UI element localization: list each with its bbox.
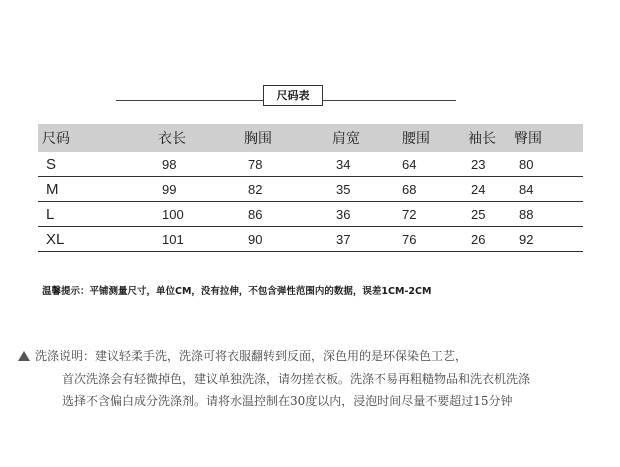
cell-size: S xyxy=(38,152,116,177)
table-row xyxy=(38,227,583,252)
header-chest: 胸围 xyxy=(202,124,296,152)
header-shoulder: 肩宽 xyxy=(296,124,380,152)
cell-sleeve: 24 xyxy=(468,177,514,202)
cell-waist: 72 xyxy=(380,202,468,227)
cell-waist: 76 xyxy=(380,227,468,252)
measurement-note: 温馨提示：平铺测量尺寸，单位CM，没有拉伸，不包含弹性范围内的数据，误差1CM-2CM xyxy=(42,286,432,297)
header-size: 尺码 xyxy=(38,124,116,152)
washing-instructions xyxy=(18,348,608,416)
cell-length: 98 xyxy=(116,152,202,177)
cell-chest: 78 xyxy=(202,152,296,177)
cell-waist: 68 xyxy=(380,177,468,202)
header-sleeve: 袖长 xyxy=(468,124,514,152)
cell-sleeve: 26 xyxy=(468,227,514,252)
page-title: 尺码表 xyxy=(263,85,323,106)
cell-length: 100 xyxy=(116,202,202,227)
cell-size: XL xyxy=(38,227,116,252)
wash-line: 首次洗涤会有轻微掉色，建议单独洗涤，请勿搓衣板。洗涤不易再粗糙物品和洗衣机洗涤 xyxy=(62,371,531,386)
wash-line: 选择不含偏白成分洗涤剂。请将水温控制在30度以内，浸泡时间尽量不要超过15分钟 xyxy=(62,394,513,408)
cell-shoulder: 37 xyxy=(296,227,380,252)
cell-shoulder: 36 xyxy=(296,202,380,227)
cell-size: L xyxy=(38,202,116,227)
cell-chest: 82 xyxy=(202,177,296,202)
cell-hip: 88 xyxy=(514,202,583,227)
cell-hip: 84 xyxy=(514,177,583,202)
size-table xyxy=(38,124,583,252)
cell-chest: 86 xyxy=(202,202,296,227)
table-row xyxy=(38,202,583,227)
cell-shoulder: 34 xyxy=(296,152,380,177)
cell-hip: 80 xyxy=(514,152,583,177)
table-row xyxy=(38,152,583,177)
wash-text: 洗涤说明：建议轻柔手洗，洗涤可将衣服翻转到反面，深色用的是环保染色工艺， xyxy=(35,349,468,363)
table-header-row xyxy=(38,124,583,152)
cell-chest: 90 xyxy=(202,227,296,252)
cell-length: 99 xyxy=(116,177,202,202)
wash-line xyxy=(18,348,608,371)
cell-sleeve: 23 xyxy=(468,152,514,177)
cell-waist: 64 xyxy=(380,152,468,177)
cell-length: 101 xyxy=(116,227,202,252)
cell-size: M xyxy=(38,177,116,202)
cell-shoulder: 35 xyxy=(296,177,380,202)
cell-sleeve: 25 xyxy=(468,202,514,227)
warning-triangle-icon xyxy=(18,351,30,361)
header-length: 衣长 xyxy=(116,124,202,152)
header-hip: 臀围 xyxy=(514,124,583,152)
cell-hip: 92 xyxy=(514,227,583,252)
table-row xyxy=(38,177,583,202)
header-waist: 腰围 xyxy=(380,124,468,152)
